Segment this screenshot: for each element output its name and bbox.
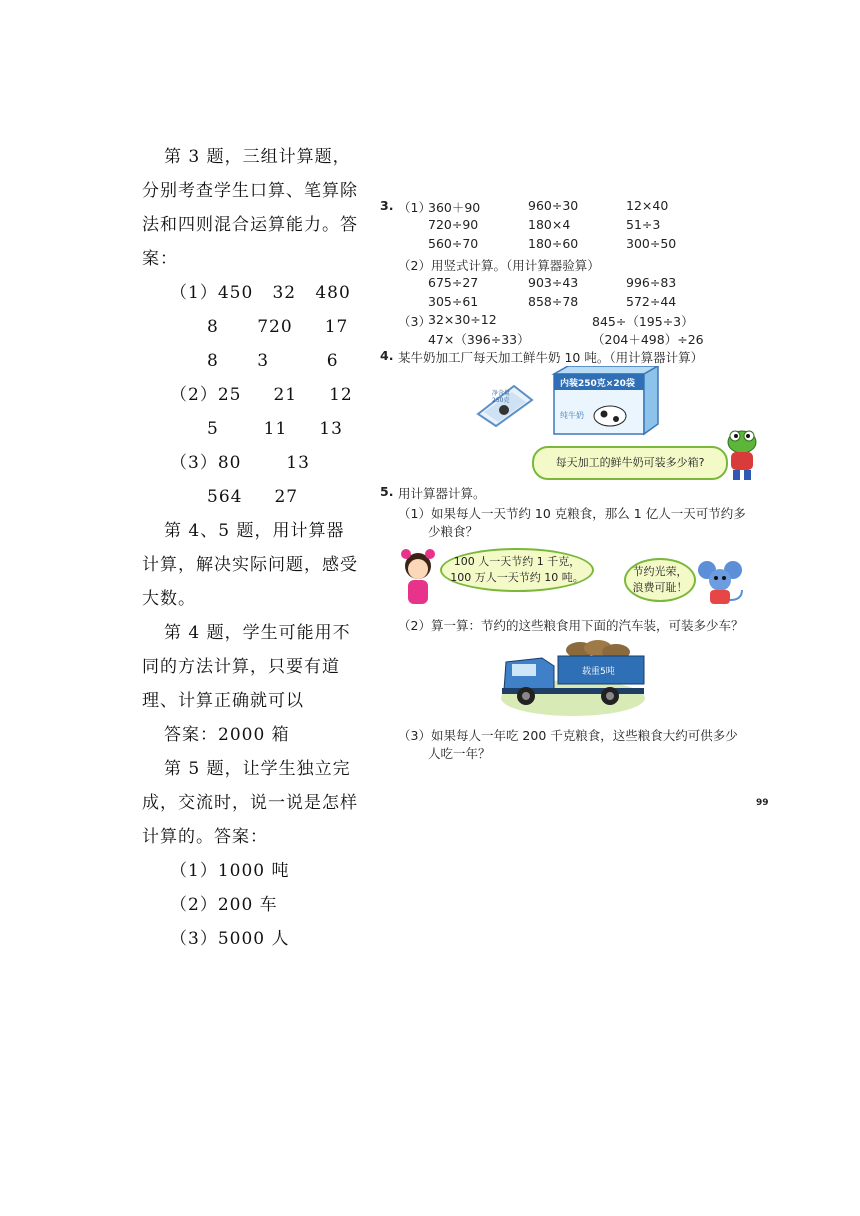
answer-line: 8 720 17	[207, 317, 349, 337]
note-line: 计算，解决实际问题，感受	[142, 555, 358, 575]
expression: 51÷3	[626, 217, 661, 232]
mouse-character	[696, 560, 746, 608]
question-5-number: 5.	[380, 484, 394, 499]
expression: 720÷90	[428, 217, 479, 232]
answer-line: 5 11 13	[207, 419, 343, 439]
box-side-label: 纯牛奶	[560, 411, 584, 420]
sub-question-label: （1）	[398, 200, 431, 215]
note-line: 成，交流时，说一说是怎样	[142, 793, 358, 813]
mouse-speech-bubble	[624, 558, 696, 602]
frog-character	[722, 428, 762, 482]
sub-question-text: 少粮食？	[428, 524, 479, 539]
answer-line: 8 3 6	[207, 351, 339, 371]
sub-question-text: 人吃一年？	[428, 746, 491, 761]
expression: 996÷83	[626, 275, 677, 290]
expression: 12×40	[626, 198, 669, 213]
expression: 180÷60	[528, 236, 579, 251]
note-line: 同的方法计算，只要有道	[142, 657, 340, 677]
expression: 675÷27	[428, 275, 479, 290]
milk-box-illustration	[548, 366, 666, 436]
expression: 960÷30	[528, 198, 579, 213]
expression: （204＋498）÷26	[592, 332, 704, 347]
answer-line: （1）450 32 480	[170, 283, 351, 303]
question-4-text: 某牛奶加工厂每天加工鲜牛奶 10 吨。（用计算器计算）	[398, 350, 704, 365]
frog-speech-bubble	[532, 446, 728, 480]
note-line: 第 3 题，三组计算题，	[164, 147, 351, 167]
answer-line: 答案：2000 箱	[164, 725, 290, 745]
mouse-bubble-line: 浪费可耻！	[632, 581, 688, 594]
answer-line: （3）5000 人	[170, 929, 290, 949]
note-line: 第 4 题，学生可能用不	[164, 623, 351, 643]
note-line: 大数。	[142, 589, 196, 609]
note-line: 计算的。答案：	[142, 827, 268, 847]
expression: 560÷70	[428, 236, 479, 251]
mouse-bubble-line: 节约光荣，	[632, 565, 688, 578]
expression: 32×30÷12	[428, 312, 497, 327]
question-4-number: 4.	[380, 348, 394, 363]
sub-question-text: （1）如果每人一天节约 10 克粮食，那么 1 亿人一天可节约多	[398, 506, 746, 521]
answer-line: （2）25 21 12	[170, 385, 353, 405]
note-line: 理、计算正确就可以	[142, 691, 304, 711]
sub-question-text: （2）用竖式计算。（用计算器验算）	[398, 258, 600, 273]
answer-line: （1）1000 吨	[170, 861, 290, 881]
sub-question-text: （3）如果每人一年吃 200 千克粮食，这些粮食大约可供多少	[398, 728, 738, 743]
sub-question-label: （3）	[398, 314, 431, 329]
note-line: 法和四则混合运算能力。答	[142, 215, 358, 235]
note-line: 分别考查学生口算、笔算除	[142, 181, 358, 201]
girl-speech-bubble	[440, 548, 594, 592]
girl-bubble-line: 100 人一天节约 1 千克，	[453, 555, 581, 568]
sub-question-text: （2）算一算：节约的这些粮食用下面的汽车装，可装多少车？	[398, 618, 744, 633]
expression: 47×（396÷33）	[428, 332, 530, 347]
expression: 300÷50	[626, 236, 677, 251]
note-line: 案：	[142, 249, 178, 269]
milk-bag-illustration	[474, 384, 536, 428]
expression: 360＋90	[428, 200, 481, 215]
answer-line: （2）200 车	[170, 895, 278, 915]
question-3-number: 3.	[380, 198, 394, 213]
page-number: 99	[756, 798, 769, 808]
expression: 572÷44	[626, 294, 677, 309]
answer-line: （3）80 13	[170, 453, 310, 473]
girl-bubble-line: 100 万人一天节约 10 吨。	[450, 571, 584, 584]
expression: 858÷78	[528, 294, 579, 309]
box-label: 内装250克×20袋	[560, 379, 635, 389]
girl-character	[398, 548, 438, 608]
truck-illustration	[498, 632, 648, 718]
expression: 180×4	[528, 217, 571, 232]
bag-label: 净含量 250克	[492, 390, 511, 404]
expression: 903÷43	[528, 275, 579, 290]
expression: 845÷（195÷3）	[592, 314, 694, 329]
note-line: 第 4、5 题，用计算器	[164, 521, 345, 541]
frog-bubble-text: 每天加工的鲜牛奶可装多少箱?	[555, 456, 705, 469]
truck-label: 载重5吨	[582, 667, 615, 677]
question-5-text: 用计算器计算。	[398, 486, 486, 501]
answer-line: 564 27	[207, 487, 299, 507]
expression: 305÷61	[428, 294, 479, 309]
note-line: 第 5 题，让学生独立完	[164, 759, 351, 779]
